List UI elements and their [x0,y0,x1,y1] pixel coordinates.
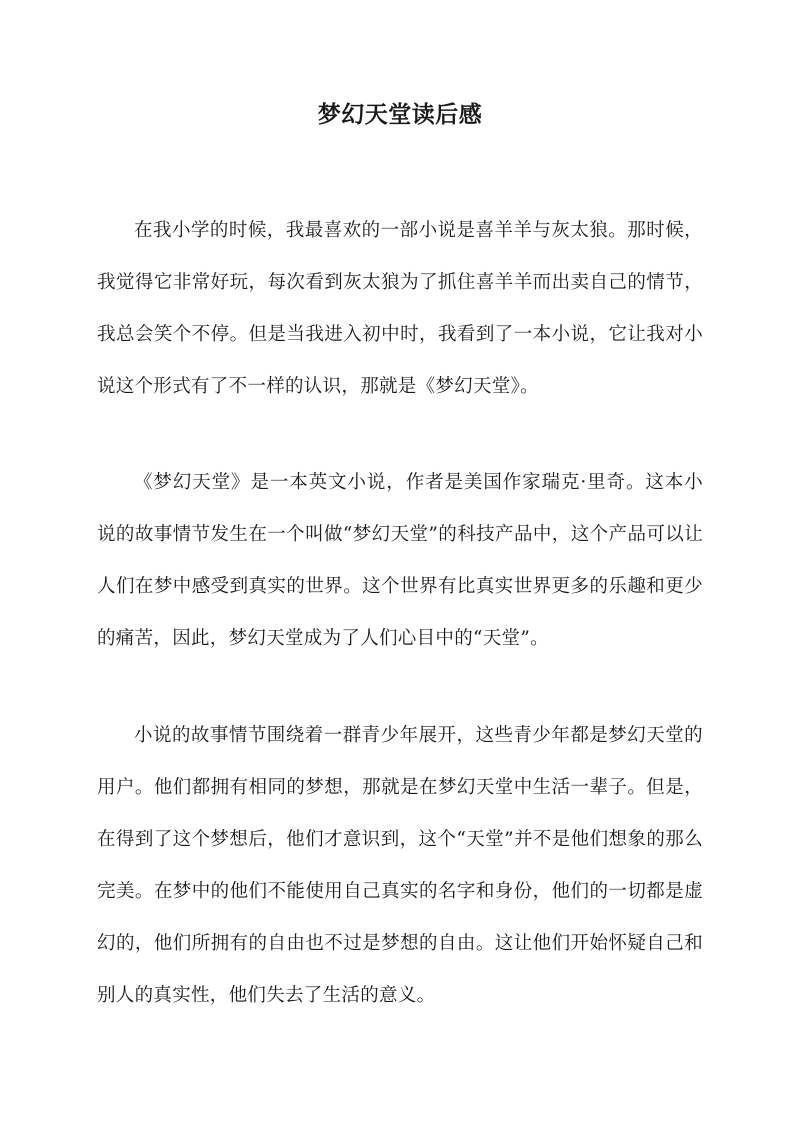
document-title: 梦幻天堂读后感 [317,101,483,128]
paragraph-2: 《梦幻天堂》是一本英文小说，作者是美国作家瑞克·里奇。这本小说的故事情节发生在一个叫做“梦幻天堂”的科技产品中，这个产品可以让人们在梦中感受到真实的世界。这个世界有比真实世界更多的乐趣和更少的痛苦，因此，梦幻天堂成为了人们心目中的“天堂”。 [97,472,703,649]
paragraph-3: 小说的故事情节围绕着一群青少年展开，这些青少年都是梦幻天堂的用户。他们都拥有相同的梦想，那就是在梦幻天堂中生活一辈子。但是，在得到了这个梦想后，他们才意识到，这个“天堂”并不是他们想象的那么完美。在梦中的他们不能使用自己真实的名字和身份，他们的一切都是虚幻的，他们所拥有的自由也不过是梦想的自由。这让他们开始怀疑自己和别人的真实性，他们失去了生活的意义。 [97,725,703,1006]
paragraph-1: 在我小学的时候，我最喜欢的一部小说是喜羊羊与灰太狼。那时候，我觉得它非常好玩，每次看到灰太狼为了抓住喜羊羊而出卖自己的情节，我总会笑个不停。但是当我进入初中时，我看到了一本小说，它让我对小说这个形式有了不一样的认识，那就是《梦幻天堂》。 [97,220,703,397]
